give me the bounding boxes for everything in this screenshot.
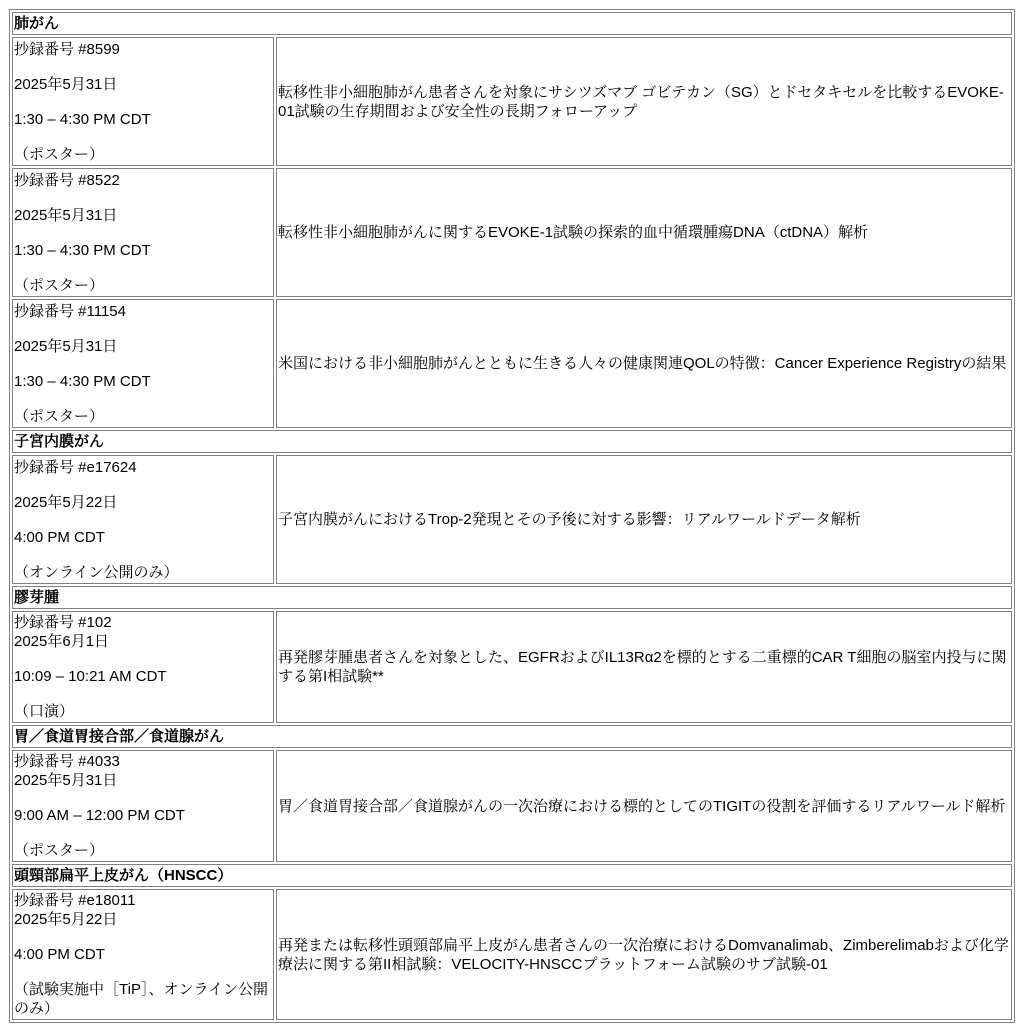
- table-row: [12, 455, 1012, 584]
- presentation-date: 2025年5月22日: [14, 493, 118, 511]
- presentation-time: 1:30 – 4:30 PM CDT: [14, 241, 151, 259]
- abstract-number: 抄録番号 #11154: [14, 302, 126, 320]
- section-heading: 膠芽腫: [12, 586, 1012, 609]
- abstract-number: 抄録番号 #e17624: [14, 458, 137, 476]
- abstract-meta-cell: [12, 611, 274, 723]
- presentation-date: 2025年5月31日: [14, 75, 118, 93]
- presentation-date: 2025年6月1日: [14, 633, 110, 650]
- abstract-title: 胃／食道胃接合部／食道腺がんの一次治療における標的としてのTIGITの役割を評価するリアルワールド解析: [276, 750, 1012, 862]
- abstract-title: 再発または転移性頭頸部扁平上皮がん患者さんの一次治療におけるDomvanalimab、Zimberelimabおよび化学療法に関する第II相試験：VELOCITY-HNSCCプラットフォーム試験のサブ試験-01: [276, 889, 1012, 1020]
- presentation-date: 2025年5月31日: [14, 206, 118, 224]
- section-heading: 胃／食道胃接合部／食道腺がん: [12, 725, 1012, 748]
- presentation-time: 4:00 PM CDT: [14, 946, 105, 963]
- abstract-meta-cell: [12, 455, 274, 584]
- section-heading: 子宮内膜がん: [12, 430, 1012, 453]
- section-heading: 肺がん: [12, 12, 1012, 35]
- presentation-date: 2025年5月22日: [14, 911, 118, 928]
- abstract-meta-cell: [12, 168, 274, 297]
- presentation-type: （ポスター）: [14, 145, 105, 163]
- abstract-meta-cell: [12, 889, 274, 1020]
- table-row: [12, 889, 1012, 1020]
- abstract-title: 子宮内膜がんにおけるTrop-2発現とその予後に対する影響：リアルワールドデータ解析: [276, 455, 1012, 584]
- abstract-number: 抄録番号 #102: [14, 614, 112, 631]
- presentation-type: （オンライン公開のみ）: [14, 563, 179, 581]
- abstract-title: 米国における非小細胞肺がんとともに生きる人々の健康関連QOLの特徴：Cancer Experience Registryの結果: [276, 299, 1012, 428]
- abstract-title: 転移性非小細胞肺がんに関するEVOKE-1試験の探索的血中循環腫瘍DNA（ctDNA）解析: [276, 168, 1012, 297]
- abstract-number: 抄録番号 #8522: [14, 171, 120, 189]
- presentation-type: （口演）: [14, 703, 75, 720]
- abstract-number: 抄録番号 #8599: [14, 40, 120, 58]
- abstract-number: 抄録番号 #e18011: [14, 892, 136, 909]
- presentation-date: 2025年5月31日: [14, 337, 118, 355]
- section-header-row: [12, 430, 1012, 453]
- abstracts-table: [9, 9, 1015, 1023]
- section-header-row: [12, 864, 1012, 887]
- abstract-meta-cell: [12, 299, 274, 428]
- abstract-title: 転移性非小細胞肺がん患者さんを対象にサシツズマブ ゴビテカン（SG）とドセタキセルを比較するEVOKE-01試験の生存期間および安全性の長期フォローアップ: [276, 37, 1012, 166]
- table-row: [12, 37, 1012, 166]
- presentation-time: 1:30 – 4:30 PM CDT: [14, 372, 151, 390]
- abstract-number: 抄録番号 #4033: [14, 753, 120, 770]
- presentation-time: 1:30 – 4:30 PM CDT: [14, 110, 151, 128]
- abstract-title: 再発膠芽腫患者さんを対象とした、EGFRおよびIL13Rα2を標的とする二重標的CAR T細胞の脳室内投与に関する第I相試験**: [276, 611, 1012, 723]
- section-header-row: [12, 586, 1012, 609]
- abstract-meta-cell: [12, 37, 274, 166]
- presentation-time: 10:09 – 10:21 AM CDT: [14, 668, 167, 685]
- presentation-type: （ポスター）: [14, 407, 105, 425]
- presentation-time: 9:00 AM – 12:00 PM CDT: [14, 807, 185, 824]
- presentation-type: （試験実施中［TiP］、オンライン公開のみ）: [14, 981, 268, 1017]
- abstract-meta-cell: [12, 750, 274, 862]
- section-header-row: [12, 725, 1012, 748]
- table-row: [12, 750, 1012, 862]
- presentation-type: （ポスター）: [14, 842, 105, 859]
- presentation-date: 2025年5月31日: [14, 772, 118, 789]
- table-row: [12, 611, 1012, 723]
- table-row: [12, 299, 1012, 428]
- presentation-time: 4:00 PM CDT: [14, 528, 105, 546]
- presentation-type: （ポスター）: [14, 276, 105, 294]
- section-header-row: [12, 12, 1012, 35]
- section-heading: 頭頸部扁平上皮がん（HNSCC）: [12, 864, 1012, 887]
- table-row: [12, 168, 1012, 297]
